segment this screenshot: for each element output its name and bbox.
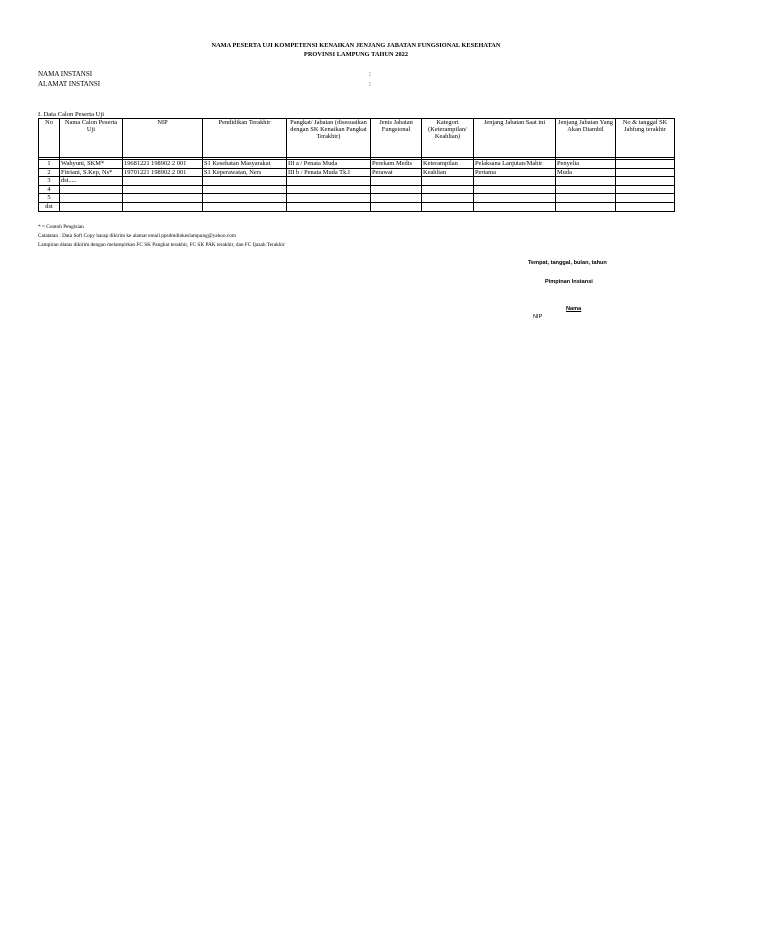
cell-pangkat: III a / Penata Muda [287, 160, 371, 169]
header-nama: Nama Calon Peserta Uji [60, 119, 123, 158]
cell-no: dst [39, 202, 60, 211]
cell-jenjang-diambil [556, 194, 616, 203]
cell-no-sk [616, 185, 675, 194]
header-kategori: Kategori (Keterampilan/ Keahlian) [422, 119, 474, 158]
table-row [39, 185, 675, 194]
cell-jenjang-diambil: Muda [556, 168, 616, 177]
cell-nama: dst..... [60, 177, 123, 186]
cell-jenis-jabatan [371, 185, 422, 194]
signature-nip-label: NIP [533, 314, 543, 320]
cell-jenjang-saat-ini: Pelaksana Lanjutan/Mahir [474, 160, 556, 169]
cell-no: 2 [39, 168, 60, 177]
cell-jenjang-diambil [556, 185, 616, 194]
nama-instansi-colon: : [369, 70, 371, 78]
cell-pendidikan [203, 194, 287, 203]
notes-example: * = Contoh Pengisian [38, 224, 84, 230]
cell-pangkat: III b / Penata Muda Tk.I [287, 168, 371, 177]
cell-nip [123, 194, 203, 203]
cell-kategori [422, 202, 474, 211]
table-row [39, 177, 675, 186]
cell-jenjang-saat-ini [474, 202, 556, 211]
header-jenjang-diambil: Jenjang Jabatan Yang Akan Diambil [556, 119, 616, 158]
cell-no-sk [616, 194, 675, 203]
cell-jenjang-saat-ini [474, 194, 556, 203]
cell-no: 1 [39, 160, 60, 169]
cell-kategori: Keahlian [422, 168, 474, 177]
cell-nama [60, 185, 123, 194]
cell-pangkat [287, 185, 371, 194]
cell-nama: Fitriani, S.Kep, Ns* [60, 168, 123, 177]
section-title: I. Data Calon Peserta Uji [38, 111, 105, 118]
cell-nama: Wahyuni, SKM* [60, 160, 123, 169]
cell-kategori [422, 185, 474, 194]
document-subtitle: PROVINSI LAMPUNG TAHUN 2022 [303, 51, 409, 58]
cell-nip [123, 177, 203, 186]
cell-pendidikan: S1 Kesehatan Masyarakat [203, 160, 287, 169]
header-pangkat: Pangkat/ Jabatan (disesuaikan dengan SK Kenaikan Pangkat Terakhir) [287, 119, 371, 158]
signature-name: Nama [566, 306, 582, 312]
cell-jenjang-diambil: Penyelia [556, 160, 616, 169]
cell-jenjang-saat-ini: Pertama [474, 168, 556, 177]
cell-kategori: Keterampilan [422, 160, 474, 169]
cell-pangkat [287, 202, 371, 211]
cell-jenis-jabatan: Perawat [371, 168, 422, 177]
table-row [39, 194, 675, 203]
cell-kategori [422, 194, 474, 203]
cell-kategori [422, 177, 474, 186]
cell-pendidikan: S1 Keperawatan, Ners [203, 168, 287, 177]
header-pendidikan: Pendidikan Terakhir [203, 119, 287, 158]
cell-pendidikan [203, 202, 287, 211]
cell-nama [60, 202, 123, 211]
cell-no-sk [616, 177, 675, 186]
cell-no-sk [616, 160, 675, 169]
cell-jenis-jabatan: Perekam Medis [371, 160, 422, 169]
alamat-instansi-colon: : [369, 80, 371, 88]
table-row [39, 202, 675, 211]
notes-attachments: Lampiran diatas dikirim dengan melampirkan FC SK Pangkat terakhir, FC SK PAK terakhir, dan FC Ijazah Terakhir [38, 242, 285, 248]
signature-leader: Pimpinan Instansi [545, 279, 593, 285]
cell-pendidikan [203, 177, 287, 186]
cell-no: 4 [39, 185, 60, 194]
table-row [39, 160, 675, 169]
nama-instansi-label: NAMA INSTANSI [38, 70, 93, 78]
cell-no-sk [616, 168, 675, 177]
participant-table [38, 118, 675, 212]
notes-email: Catatatan : Data Soft Copy harap dikirim ke alamat email ppsdmdinkeslampung@yahoo.com [38, 233, 237, 239]
cell-nip [123, 185, 203, 194]
document-title: NAMA PESERTA UJI KOMPETENSI KENAIKAN JENJANG JABATAN FUNGSIONAL KESEHATAN [211, 42, 501, 49]
cell-nip [123, 202, 203, 211]
cell-no-sk [616, 202, 675, 211]
table-row [39, 168, 675, 177]
cell-nama [60, 194, 123, 203]
cell-nip: 19701221 198902 2 001 [123, 168, 203, 177]
cell-jenjang-saat-ini [474, 177, 556, 186]
cell-jenis-jabatan [371, 202, 422, 211]
cell-jenjang-saat-ini [474, 185, 556, 194]
cell-no: 5 [39, 194, 60, 203]
header-jenis-jabatan: Jenis Jabatan Fungsional [371, 119, 422, 158]
cell-pendidikan [203, 185, 287, 194]
cell-jenjang-diambil [556, 202, 616, 211]
header-no-sk: No & tanggal SK Jabfung terakhir [616, 119, 675, 158]
cell-no: 3 [39, 177, 60, 186]
signature-place-date: Tempat, tanggal, bulan, tahun [528, 260, 607, 266]
header-jenjang-saat-ini: Jenjang Jabatan Saat ini [474, 119, 556, 158]
header-no: No [39, 119, 60, 158]
cell-pangkat [287, 194, 371, 203]
cell-pangkat [287, 177, 371, 186]
cell-jenjang-diambil [556, 177, 616, 186]
cell-nip: 19681221 198902 2 001 [123, 160, 203, 169]
header-nip: NIP [123, 119, 203, 158]
cell-jenis-jabatan [371, 194, 422, 203]
table-header-row [39, 119, 675, 158]
alamat-instansi-label: ALAMAT INSTANSI [38, 80, 101, 88]
cell-jenis-jabatan [371, 177, 422, 186]
